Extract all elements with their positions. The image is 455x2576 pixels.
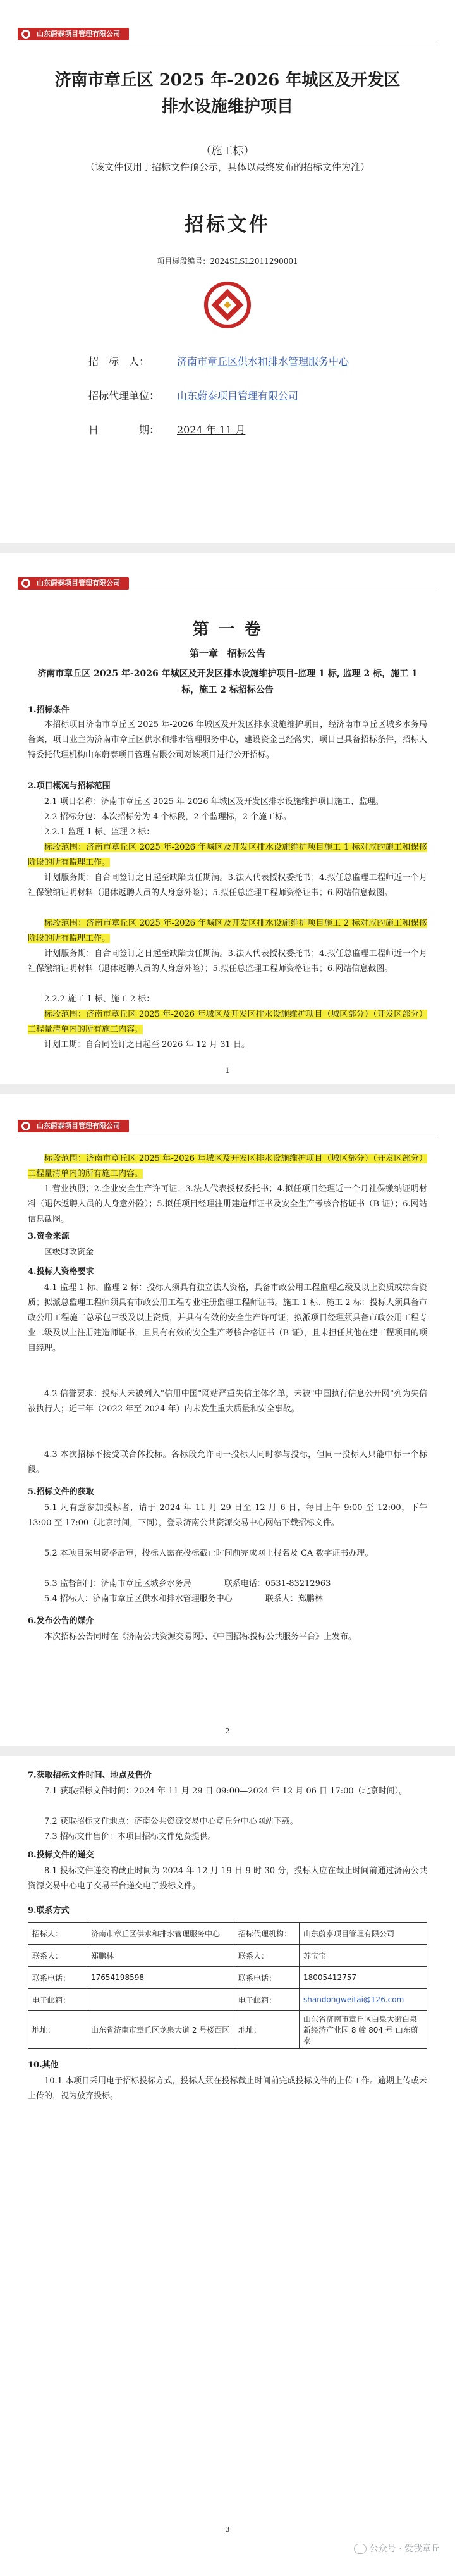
section-7-heading: 7.获取招标文件时间、地点及售价 [28, 1771, 152, 1780]
cover-page [0, 0, 455, 543]
announcement-page-3 [0, 1756, 455, 2576]
agency-value: 山东蔚泰项目管理有限公司 [177, 390, 299, 402]
p2-scope-highlight: 标段范围：济南市章丘区 2025 年-2026 年城区及开发区排水设施维护项目（城区部分）（开发区部分）工程量清单内的所有施工内容。 [28, 1154, 427, 1179]
announcement-page-2 [0, 1094, 455, 1746]
company-logo-icon [21, 30, 30, 39]
table-row [28, 1989, 427, 2011]
section-1-text: 本招标项目济南市章丘区 2025 年-2026 年城区及开发区排水设施维护项目，经济南市章丘区城乡水务局备案，项目业主为济南市章丘区供水和排水管理服务中心，建设资金已经落实，项目已具备招标条件，招标人特委托代理机构山东蔚泰项目管理有限公司对该项目进行公开招标。 [28, 720, 427, 760]
scope-2 [28, 916, 427, 946]
service-text-1: 计划服务期：自合同签订之日起至缺陷责任期满。3.法人代表授权委托书；4.拟任总监理工程师近一个月社保缴纳证明材料（退休返聘人员的人身意外险）；5.拟任总监理工程师资格证书；6.网站信息截图。 [28, 873, 427, 898]
page-gap [0, 1084, 455, 1094]
section-10-text: 10.1 本项目采用电子招标投标方式，投标人须在投标截止时间前完成投标文件的上传工作。逾期上传或未上传的，视为放弃投标。 [28, 2076, 427, 2101]
table-row [28, 1945, 427, 1967]
scope-3 [28, 1007, 427, 1037]
table-row [28, 1923, 427, 1945]
announcement-page-1 [0, 553, 455, 1084]
contact-table [28, 1922, 427, 2049]
cover-title-line2: 排水设施维护项目 [161, 97, 293, 116]
table-cell: 郑鹏林 [87, 1945, 234, 1967]
announcement-title: 济南市章丘区 2025 年-2026 年城区及开发区排水设施维护项目-监理 1 标, 监理 2 标，施工 1 标，施工 2 标招标公告 [37, 669, 418, 695]
section-1-heading: 1.招标条件 [28, 705, 70, 715]
contact-line-1: 5.3 监督部门：济南市章丘区城乡水务局 联系电话：0531-83212963 [44, 1579, 331, 1588]
seal-emblem-icon [201, 278, 254, 331]
date-value: 2024 年 11 月 [177, 424, 246, 436]
company-header-tag [18, 1120, 129, 1132]
section-5-heading: 5.招标文件的获取 [28, 1487, 94, 1497]
table-cell: 联系电话： [234, 1967, 300, 1989]
section-4-heading: 4.投标人资格要求 [28, 1267, 94, 1277]
company-name: 山东蔚泰项目管理有限公司 [37, 1122, 120, 1130]
table-cell: 山东蔚泰项目管理有限公司 [300, 1923, 427, 1945]
table-row [28, 2011, 427, 2049]
table-cell: 济南市章丘区供水和排水管理服务中心 [87, 1923, 234, 1945]
company-name: 山东蔚泰项目管理有限公司 [37, 579, 120, 587]
section-2-heading: 2.项目概况与招标范围 [28, 781, 111, 791]
wechat-watermark [354, 2542, 440, 2554]
agency-label: 招标代理单位： [88, 390, 160, 402]
table-cell: 电子邮箱： [28, 1989, 87, 2011]
section-6-text: 本次招标公告同时在《济南公共资源交易网》、《中国招标投标公共服务平台》上发布。 [44, 1632, 357, 1642]
table-cell: 联系电话： [28, 1967, 87, 1989]
table-cell: 联系人： [234, 1945, 300, 1967]
section-10-heading: 10.其他 [28, 2060, 59, 2070]
service-text-2: 计划服务期：自合同签订之日起至缺陷责任期满。3.法人代表授权委托书；4.拟任总监理工程师近一个月社保缴纳证明材料（退休返聘人员的人身意外险）；5.拟任总监理工程师资格证书；6.网站信息截图。 [28, 949, 427, 974]
scope-1 [28, 840, 427, 870]
company-logo-icon [21, 1122, 30, 1130]
scope-1-highlight: 标段范围：济南市章丘区 2025 年-2026 年城区及开发区排水设施维护项目施工 1 标对应的施工和保修阶段的所有监理工作。 [28, 843, 427, 867]
section-7-item-3: 7.3 招标文件售价：本项目招标文件免费提供。 [44, 1832, 216, 1842]
preview-note: （该文件仅用于招标文件预公示，具体以最终发布的招标文件为准） [85, 161, 370, 173]
table-cell: 地址： [234, 2011, 300, 2049]
section-4-text: 4.1 监理 1 标、监理 2 标：投标人须具有独立法人资格，具备市政公用工程监理乙级及以上资质或综合资质；拟派总监理工程师须具有市政公用工程专业注册监理工程师证书。施工 1 标、施工 2 标：投标人须具备市政公用工程施工总承包三级及以上资质，并具有有效的安全生产许可证；拟派项目经理须具备市政公用工程专业二级及以上注册建造师证书，且具有有效的安全生产考核合格证书（B 证），且未担任其他在建工程项目的项目经理。 [28, 1283, 427, 1353]
table-cell: 山东省济南市章丘区龙泉大道 2 号楼西区 [87, 2011, 234, 2049]
tenderer-label: 招 标 人： [88, 356, 150, 368]
scope-3-highlight: 标段范围：济南市章丘区 2025 年-2026 年城区及开发区排水设施维护项目（城区部分）（开发区部分）工程量清单内的所有施工内容。 [28, 1010, 427, 1034]
section-2-item-3: 2.2.1 监理 1 标、监理 2 标： [44, 827, 155, 837]
scope-2-highlight: 标段范围：济南市章丘区 2025 年-2026 年城区及开发区排水设施维护项目施工 2 标对应的施工和保修阶段的所有监理工作。 [28, 919, 427, 943]
section-3-text: 区级财政资金 [44, 1248, 94, 1257]
section-8-text: 8.1 投标文件递交的截止时间为 2024 年 12 月 19 日 9 时 30 分，投标人应在截止时间前通过济南公共资源交易中心电子交易平台递交电子投标文件。 [28, 1866, 427, 1891]
volume-title: 第 一 卷 [192, 620, 263, 639]
section-2-item-2: 2.2 招标分包：本次招标分为 4 个标段，2 个监理标，2 个施工标。 [44, 812, 292, 822]
table-cell: 苏宝宝 [300, 1945, 427, 1967]
bid-section: （施工标） [200, 145, 255, 158]
section-7-item-2: 7.2 获取招标文件地点：济南公共资源交易中心章丘分中心网站下载。 [44, 1817, 298, 1826]
page-number: 3 [225, 2525, 230, 2534]
wechat-icon [354, 2544, 367, 2554]
section-5-text-1: 5.1 凡有意参加投标者，请于 2024 年 11 月 29 日至 12 月 6 日，每日上午 9:00 至 12:00，下午 13:00 至 17:00（北京时间，下同），登录济南公共资源交易中心网站下载招标文件。 [28, 1503, 427, 1528]
date-row [88, 423, 404, 438]
project-number: 项目标段编号：2024SLSL2011290001 [157, 257, 298, 266]
table-cell: 地址： [28, 2011, 87, 2049]
section-2-item-1: 2.1 项目名称：济南市章丘区 2025 年-2026 年城区及开发区排水设施维护项目施工、监理。 [44, 797, 384, 807]
page-gap [0, 543, 455, 553]
section-4-text-3: 4.3 本次招标不接受联合体投标。各标段允许同一投标人同时参与投标，但同一投标人只能中标一个标段。 [28, 1450, 427, 1475]
doc-type-title: 招标文件 [185, 214, 270, 236]
section-8-heading: 8.投标文件的递交 [28, 1850, 94, 1860]
table-cell: 招标代理机构： [234, 1923, 300, 1945]
section-5-text-2: 5.2 本项目采用资格后审，投标人需在投标截止时间前完成网上报名及 CA 数字证书办理。 [44, 1549, 373, 1558]
tenderer-value: 济南市章丘区供水和排水管理服务中心 [177, 356, 349, 368]
page-number: 2 [225, 1727, 230, 1735]
section-9-heading: 9.联系方式 [28, 1906, 70, 1916]
table-cell: 招标人： [28, 1923, 87, 1945]
table-cell: 17654198598 [87, 1967, 234, 1989]
company-logo-icon [21, 579, 30, 588]
p2-scope [28, 1151, 427, 1182]
table-cell: 18005412757 [300, 1967, 427, 1989]
table-row [28, 1967, 427, 1989]
cover-title-line1: 济南市章丘区 2025 年-2026 年城区及开发区 [54, 71, 401, 90]
watermark-text: 公众号 · 爱我章丘 [369, 2544, 440, 2554]
chapter-title: 第一章 招标公告 [189, 648, 265, 659]
date-label: 日 期： [88, 424, 160, 436]
agency-row [88, 388, 404, 404]
company-header-tag [18, 577, 129, 590]
table-cell: 山东省济南市章丘区白泉大街白泉新经济产业园 8 幢 804 号 山东蔚泰 [300, 2011, 427, 2049]
table-cell [87, 1989, 234, 2011]
duration-text: 计划工期：自合同签订之日起至 2026 年 12 月 31 日。 [44, 1040, 250, 1050]
table-cell: 电子邮箱： [234, 1989, 300, 2011]
page-gap [0, 1746, 455, 1756]
company-name: 山东蔚泰项目管理有限公司 [37, 30, 120, 38]
section-6-heading: 6.发布公告的媒介 [28, 1616, 94, 1626]
section-3-heading: 3.资金来源 [28, 1232, 70, 1241]
email-link[interactable]: shandongweitai@126.com [300, 1989, 427, 2011]
p2-text-1: 1.营业执照；2.企业安全生产许可证；3.法人代表授权委托书；4.拟任项目经理近一个月社保缴纳证明材料（退休返聘人员的人身意外险）；5.拟任项目经理注册建造师证书及安全生产考核合格证书（B 证）；6.网站信息截图。 [28, 1184, 427, 1224]
page-number: 1 [225, 1067, 230, 1075]
contact-line-2: 5.4 招标人：济南市章丘区供水和排水管理服务中心 联系人：郑鹏林 [44, 1594, 323, 1604]
tenderer-row [88, 354, 404, 369]
section-7-item-1: 7.1 获取招标文件时间：2024 年 11 月 29 日 09:00—2024 年 12 月 06 日 17:00（北京时间）。 [44, 1786, 408, 1796]
company-header-tag [18, 28, 129, 40]
section-4-text-2: 4.2 信誉要求：投标人未被列入"信用中国"网站严重失信主体名单，未被"中国执行信息公开网"列为失信被执行人；近三年（2022 年至 2024 年）内未发生重大质量和安全事故。 [28, 1389, 427, 1414]
table-cell: 联系人： [28, 1945, 87, 1967]
section-2-item-4: 2.2.2 施工 1 标、施工 2 标： [44, 994, 155, 1004]
